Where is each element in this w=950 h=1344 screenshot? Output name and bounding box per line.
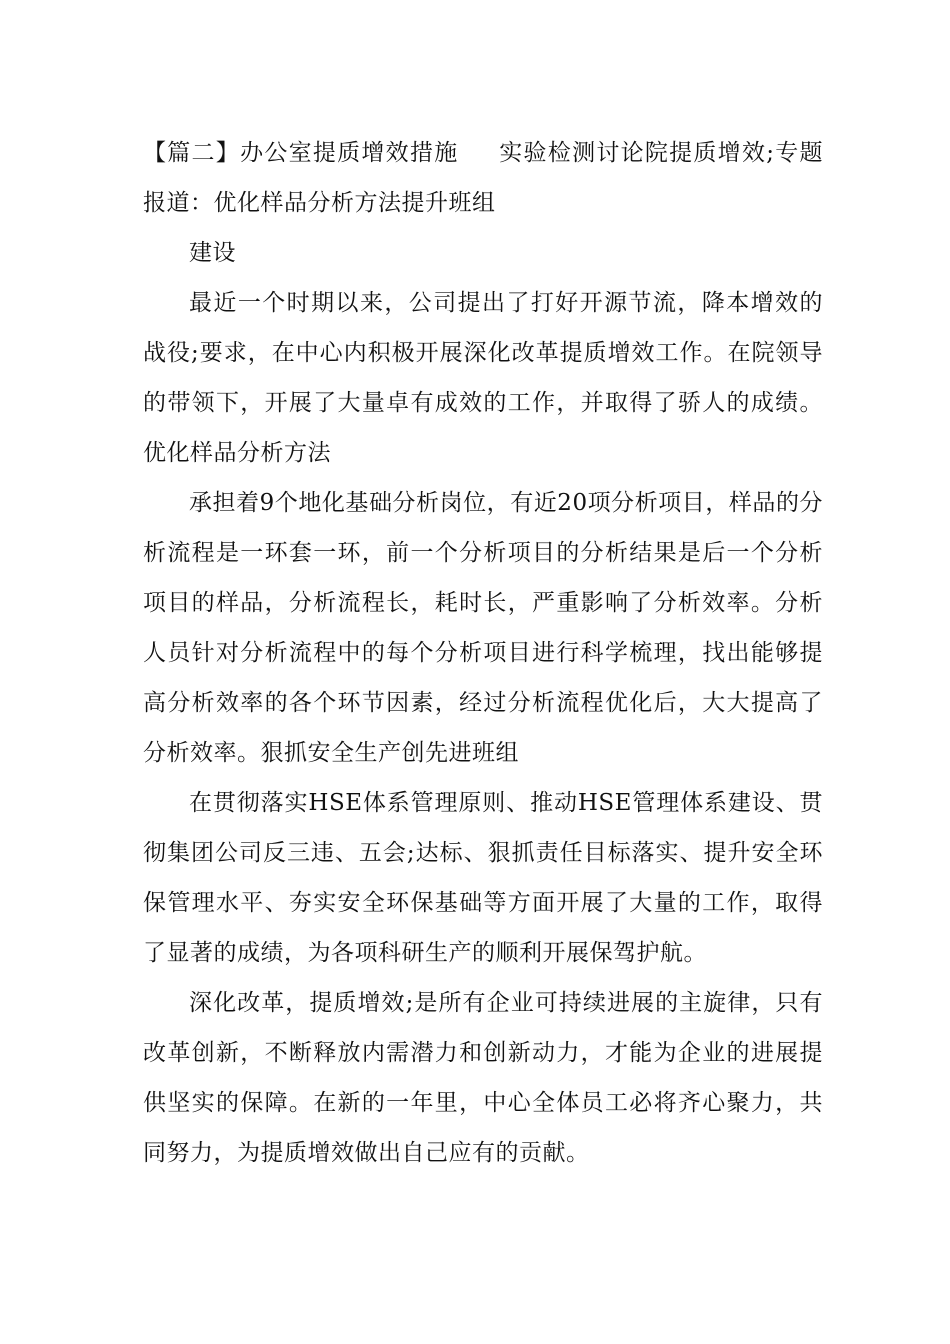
- paragraph-4: 在贯彻落实HSE体系管理原则、推动HSE管理体系建设、贯彻集团公司反三违、五会;达标、狠抓责任目标落实、提升安全环保管理水平、夯实安全环保基础等方面开展了大量的工作，取得了显著的成绩，为各项科研生产的顺利开展保驾护航。: [143, 790, 823, 966]
- paragraph-2: 最近一个时期以来，公司提出了打好开源节流，降本增效的战役;要求，在中心内积极开展深化改革提质增效工作。在院领导的带领下，开展了大量卓有成效的工作，并取得了骄人的成绩。优化样品分析方法: [143, 290, 823, 466]
- paragraph-5: 深化改革，提质增效;是所有企业可持续进展的主旋律，只有改革创新，不断释放内需潜力和创新动力，才能为企业的进展提供坚实的保障。在新的一年里，中心全体员工必将齐心聚力，共同努力，为提质增效做出自己应有的贡献。: [143, 990, 823, 1166]
- document-body: [143, 128, 823, 1178]
- document-heading: [143, 128, 823, 228]
- heading-subtitle: 实验检测讨论院提质增效;专题报道：优化样品分析方法提升班组: [143, 140, 824, 216]
- heading-title: 【篇二】办公室提质增效措施: [143, 140, 459, 166]
- paragraph-1: 建设: [189, 240, 236, 266]
- paragraph-3: 承担着9个地化基础分析岗位，有近20项分析项目，样品的分析流程是一环套一环，前一个分析项目的分析结果是后一个分析项目的样品，分析流程长，耗时长，严重影响了分析效率。分析人员针对分析流程中的每个分析项目进行科学梳理，找出能够提高分析效率的各个环节因素，经过分析流程优化后，大大提高了分析效率。狠抓安全生产创先进班组: [143, 490, 823, 766]
